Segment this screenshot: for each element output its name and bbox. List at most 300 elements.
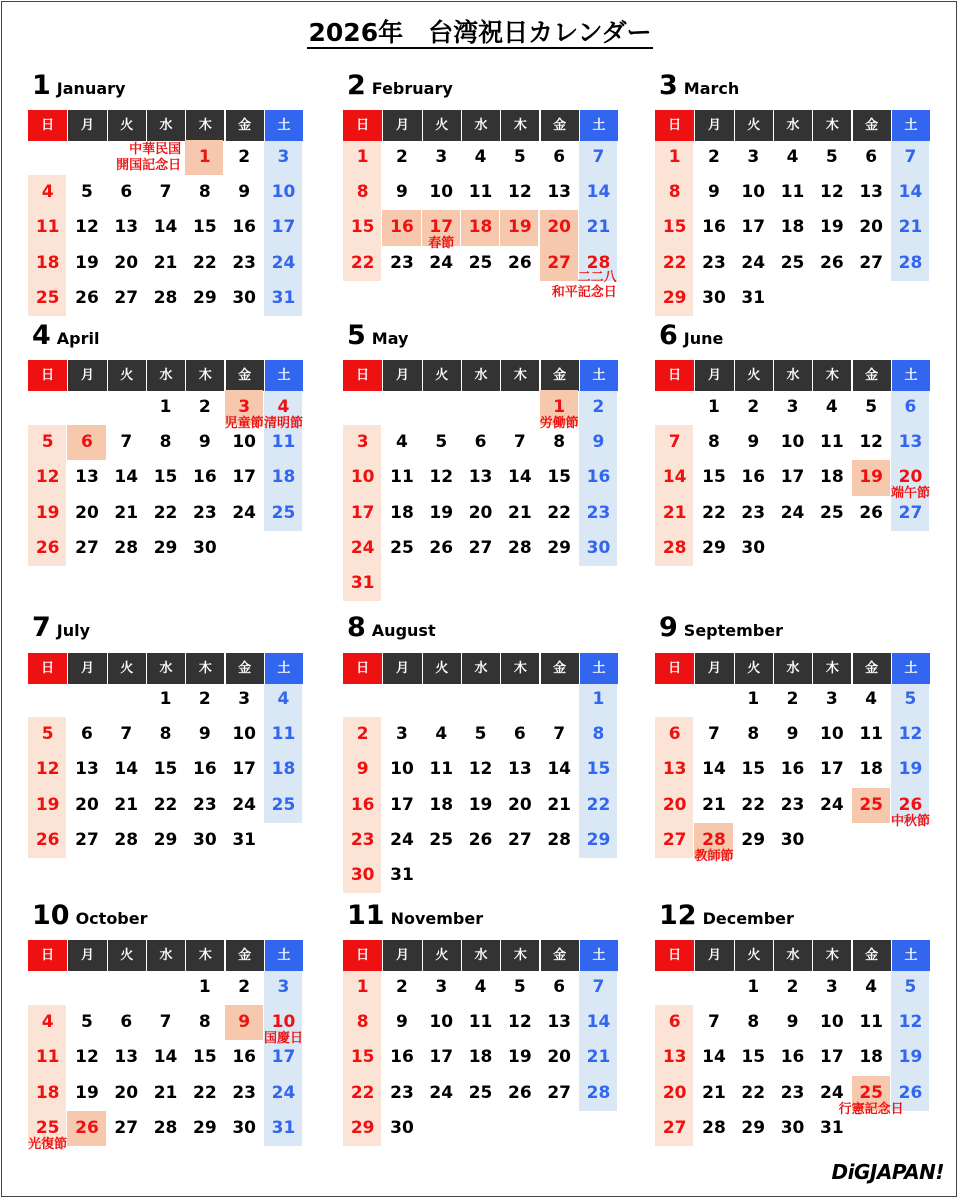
calendar-day[interactable]: 17 [741, 217, 766, 238]
calendar-day[interactable]: 15 [702, 467, 726, 488]
calendar-day[interactable]: 7 [120, 724, 133, 745]
calendar-day[interactable]: 25 [820, 502, 844, 523]
calendar-day[interactable]: 27 [75, 537, 99, 558]
calendar-day[interactable]: 9 [198, 432, 211, 453]
calendar-day[interactable]: 29 [741, 1117, 766, 1138]
calendar-day[interactable]: 21 [586, 217, 611, 238]
calendar-day[interactable]: 8 [198, 182, 211, 203]
calendar-day[interactable]: 3 [435, 147, 448, 167]
calendar-day[interactable]: 11 [859, 1012, 883, 1033]
calendar-day[interactable]: 1 [356, 977, 369, 997]
calendar-day[interactable]: 18 [390, 502, 414, 523]
calendar-day[interactable]: 28 [662, 537, 687, 558]
calendar-day[interactable]: 11 [820, 432, 844, 453]
calendar-day[interactable]: 28 [153, 1117, 178, 1138]
calendar-day[interactable]: 12 [898, 1012, 923, 1033]
calendar-day[interactable]: 9 [356, 759, 369, 780]
calendar-day[interactable]: 29 [153, 537, 178, 558]
calendar-day[interactable]: 2 [786, 977, 799, 997]
calendar-day[interactable]: 20 [898, 467, 923, 488]
calendar-day[interactable]: 21 [153, 252, 178, 273]
calendar-day[interactable]: 31 [232, 829, 256, 850]
calendar-day[interactable]: 25 [429, 829, 454, 850]
calendar-day[interactable]: 15 [586, 759, 611, 780]
calendar-day[interactable]: 16 [232, 217, 256, 238]
calendar-day[interactable]: 13 [75, 467, 99, 488]
calendar-day[interactable]: 27 [547, 1082, 571, 1103]
calendar-day[interactable]: 10 [271, 182, 296, 203]
calendar-day[interactable]: 14 [153, 1047, 178, 1068]
calendar-day[interactable]: 8 [592, 724, 605, 745]
calendar-day[interactable]: 14 [586, 182, 611, 203]
calendar-day[interactable]: 17 [350, 502, 375, 523]
calendar-day[interactable]: 30 [350, 865, 375, 885]
calendar-day[interactable]: 10 [741, 182, 766, 203]
calendar-day[interactable]: 24 [350, 537, 375, 558]
calendar-day[interactable]: 16 [232, 1047, 256, 1068]
calendar-day[interactable]: 6 [553, 977, 566, 997]
calendar-day[interactable]: 19 [429, 502, 454, 523]
calendar-day[interactable]: 29 [586, 829, 611, 850]
calendar-day[interactable]: 24 [271, 1082, 296, 1103]
calendar-day[interactable]: 28 [586, 252, 611, 273]
calendar-day[interactable]: 8 [159, 724, 172, 745]
calendar-day[interactable]: 20 [662, 794, 687, 815]
calendar-day[interactable]: 10 [232, 432, 256, 453]
calendar-day[interactable]: 10 [271, 1012, 296, 1033]
calendar-day[interactable]: 14 [153, 217, 178, 238]
calendar-day[interactable]: 3 [435, 977, 448, 997]
calendar-day[interactable]: 22 [662, 252, 687, 273]
calendar-day[interactable]: 30 [780, 1117, 805, 1138]
calendar-day[interactable]: 11 [429, 759, 454, 780]
calendar-day[interactable]: 12 [75, 217, 99, 238]
calendar-day[interactable]: 12 [820, 182, 844, 203]
calendar-day[interactable]: 7 [159, 182, 172, 203]
calendar-day[interactable]: 19 [35, 794, 60, 815]
calendar-day[interactable]: 12 [468, 759, 493, 780]
calendar-day[interactable]: 10 [429, 1012, 454, 1033]
calendar-day[interactable]: 23 [586, 502, 611, 523]
calendar-day[interactable]: 8 [198, 1012, 211, 1033]
calendar-day[interactable]: 28 [702, 1117, 726, 1138]
calendar-day[interactable]: 18 [859, 1047, 883, 1068]
calendar-day[interactable]: 5 [474, 724, 487, 745]
calendar-day[interactable]: 4 [474, 977, 487, 997]
calendar-day[interactable]: 9 [238, 1012, 251, 1033]
calendar-day[interactable]: 23 [193, 502, 217, 523]
calendar-day[interactable]: 10 [820, 724, 844, 745]
calendar-day[interactable]: 19 [75, 1082, 99, 1103]
calendar-day[interactable]: 25 [35, 287, 60, 308]
calendar-day[interactable]: 24 [820, 794, 844, 815]
calendar-day[interactable]: 25 [780, 252, 805, 273]
calendar-day[interactable]: 21 [508, 502, 532, 523]
calendar-day[interactable]: 5 [904, 689, 917, 709]
calendar-day[interactable]: 18 [35, 1082, 60, 1103]
calendar-day[interactable]: 29 [547, 537, 571, 558]
calendar-day[interactable]: 3 [825, 977, 838, 997]
calendar-day[interactable]: 30 [780, 829, 805, 850]
calendar-day[interactable]: 28 [114, 537, 139, 558]
calendar-day[interactable]: 27 [662, 829, 687, 850]
calendar-day[interactable]: 9 [786, 724, 799, 745]
calendar-day[interactable]: 3 [747, 147, 760, 167]
calendar-day[interactable]: 25 [859, 1082, 883, 1103]
calendar-day[interactable]: 30 [702, 287, 726, 308]
calendar-day[interactable]: 12 [508, 182, 532, 203]
calendar-day[interactable]: 9 [238, 182, 251, 203]
calendar-day[interactable]: 26 [898, 794, 923, 815]
calendar-day[interactable]: 26 [429, 537, 454, 558]
calendar-day[interactable]: 4 [277, 397, 290, 417]
calendar-day[interactable]: 23 [780, 794, 805, 815]
calendar-day[interactable]: 27 [75, 829, 99, 850]
calendar-day[interactable]: 9 [396, 1012, 408, 1033]
calendar-day[interactable]: 8 [159, 432, 172, 453]
calendar-day[interactable]: 1 [198, 147, 211, 167]
calendar-day[interactable]: 7 [708, 724, 720, 745]
calendar-day[interactable]: 21 [586, 1047, 611, 1068]
calendar-day[interactable]: 16 [741, 467, 766, 488]
calendar-day[interactable]: 29 [741, 829, 766, 850]
calendar-day[interactable]: 13 [662, 1047, 687, 1068]
calendar-day[interactable]: 31 [350, 573, 375, 593]
calendar-day[interactable]: 17 [271, 1047, 296, 1068]
calendar-day[interactable]: 31 [820, 1117, 844, 1138]
calendar-day[interactable]: 2 [198, 689, 211, 709]
calendar-day[interactable]: 22 [702, 502, 726, 523]
calendar-day[interactable]: 12 [35, 759, 60, 780]
calendar-day[interactable]: 10 [350, 467, 375, 488]
calendar-day[interactable]: 11 [35, 217, 60, 238]
calendar-day[interactable]: 26 [75, 1117, 99, 1138]
calendar-day[interactable]: 4 [41, 182, 54, 203]
calendar-day[interactable]: 6 [553, 147, 566, 167]
calendar-day[interactable]: 23 [350, 829, 375, 850]
calendar-day[interactable]: 19 [859, 467, 883, 488]
calendar-day[interactable]: 24 [820, 1082, 844, 1103]
calendar-day[interactable]: 13 [898, 432, 923, 453]
calendar-day[interactable]: 6 [668, 1012, 681, 1033]
calendar-day[interactable]: 15 [741, 1047, 766, 1068]
calendar-day[interactable]: 24 [232, 794, 256, 815]
calendar-day[interactable]: 16 [780, 759, 805, 780]
calendar-day[interactable]: 18 [468, 217, 493, 238]
calendar-day[interactable]: 3 [277, 147, 290, 167]
calendar-day[interactable]: 12 [898, 724, 923, 745]
calendar-day[interactable]: 22 [741, 794, 766, 815]
calendar-day[interactable]: 15 [662, 217, 687, 238]
calendar-day[interactable]: 25 [468, 252, 493, 273]
calendar-day[interactable]: 27 [898, 502, 923, 523]
calendar-day[interactable]: 17 [271, 217, 296, 238]
calendar-day[interactable]: 21 [702, 1082, 726, 1103]
calendar-day[interactable]: 5 [865, 397, 878, 417]
calendar-day[interactable]: 2 [356, 724, 369, 745]
calendar-day[interactable]: 25 [271, 502, 296, 523]
calendar-day[interactable]: 18 [35, 252, 60, 273]
calendar-day[interactable]: 27 [547, 252, 571, 273]
calendar-day[interactable]: 4 [435, 724, 448, 745]
calendar-day[interactable]: 8 [553, 432, 566, 453]
calendar-day[interactable]: 1 [668, 147, 681, 167]
calendar-day[interactable]: 5 [41, 432, 54, 453]
calendar-day[interactable]: 3 [396, 724, 408, 745]
calendar-day[interactable]: 24 [232, 502, 256, 523]
calendar-day[interactable]: 24 [429, 1082, 454, 1103]
calendar-day[interactable]: 3 [356, 432, 369, 453]
calendar-day[interactable]: 28 [508, 537, 532, 558]
calendar-day[interactable]: 25 [390, 537, 414, 558]
calendar-day[interactable]: 7 [553, 724, 566, 745]
calendar-day[interactable]: 15 [193, 217, 217, 238]
calendar-day[interactable]: 17 [390, 794, 414, 815]
calendar-day[interactable]: 7 [592, 147, 605, 167]
calendar-day[interactable]: 19 [820, 217, 844, 238]
calendar-day[interactable]: 13 [662, 759, 687, 780]
calendar-day[interactable]: 27 [114, 1117, 139, 1138]
calendar-day[interactable]: 14 [114, 467, 139, 488]
calendar-day[interactable]: 29 [702, 537, 726, 558]
calendar-day[interactable]: 29 [350, 1117, 375, 1138]
calendar-day[interactable]: 16 [193, 759, 217, 780]
calendar-day[interactable]: 19 [468, 794, 493, 815]
calendar-day[interactable]: 10 [429, 182, 454, 203]
calendar-day[interactable]: 2 [396, 977, 408, 997]
calendar-day[interactable]: 17 [232, 467, 256, 488]
calendar-day[interactable]: 22 [350, 1082, 375, 1103]
calendar-day[interactable]: 9 [396, 182, 408, 203]
calendar-day[interactable]: 11 [271, 432, 296, 453]
calendar-day[interactable]: 22 [547, 502, 571, 523]
calendar-day[interactable]: 11 [390, 467, 414, 488]
calendar-day[interactable]: 7 [668, 432, 681, 453]
calendar-day[interactable]: 30 [232, 287, 256, 308]
calendar-day[interactable]: 14 [586, 1012, 611, 1033]
calendar-day[interactable]: 19 [35, 502, 60, 523]
calendar-day[interactable]: 31 [741, 287, 766, 308]
calendar-day[interactable]: 14 [508, 467, 532, 488]
calendar-day[interactable]: 26 [859, 502, 883, 523]
calendar-day[interactable]: 21 [662, 502, 687, 523]
calendar-day[interactable]: 6 [513, 724, 526, 745]
calendar-day[interactable]: 20 [508, 794, 532, 815]
calendar-day[interactable]: 16 [390, 217, 414, 238]
calendar-day[interactable]: 22 [153, 502, 178, 523]
calendar-day[interactable]: 20 [859, 217, 883, 238]
calendar-day[interactable]: 24 [271, 252, 296, 273]
calendar-day[interactable]: 16 [390, 1047, 414, 1068]
calendar-day[interactable]: 6 [81, 724, 93, 745]
calendar-day[interactable]: 15 [193, 1047, 217, 1068]
calendar-day[interactable]: 26 [75, 287, 99, 308]
calendar-day[interactable]: 26 [508, 252, 532, 273]
calendar-day[interactable]: 17 [429, 1047, 454, 1068]
calendar-day[interactable]: 9 [198, 724, 211, 745]
calendar-day[interactable]: 23 [232, 252, 256, 273]
calendar-day[interactable]: 3 [238, 397, 251, 417]
calendar-day[interactable]: 31 [271, 1117, 296, 1138]
calendar-day[interactable]: 11 [468, 1012, 493, 1033]
calendar-day[interactable]: 15 [153, 467, 178, 488]
calendar-day[interactable]: 18 [820, 467, 844, 488]
calendar-day[interactable]: 12 [35, 467, 60, 488]
calendar-day[interactable]: 5 [513, 147, 526, 167]
calendar-day[interactable]: 23 [232, 1082, 256, 1103]
calendar-day[interactable]: 1 [747, 689, 760, 709]
calendar-day[interactable]: 5 [435, 432, 448, 453]
calendar-day[interactable]: 6 [904, 397, 917, 417]
calendar-day[interactable]: 11 [780, 182, 805, 203]
calendar-day[interactable]: 4 [396, 432, 408, 453]
calendar-day[interactable]: 13 [114, 217, 139, 238]
calendar-day[interactable]: 8 [747, 724, 760, 745]
calendar-day[interactable]: 2 [747, 397, 760, 417]
calendar-day[interactable]: 13 [859, 182, 883, 203]
calendar-day[interactable]: 26 [35, 537, 60, 558]
calendar-day[interactable]: 14 [702, 759, 726, 780]
calendar-day[interactable]: 27 [114, 287, 139, 308]
calendar-day[interactable]: 20 [75, 794, 99, 815]
calendar-day[interactable]: 19 [75, 252, 99, 273]
calendar-day[interactable]: 18 [780, 217, 805, 238]
calendar-day[interactable]: 22 [193, 1082, 217, 1103]
calendar-day[interactable]: 5 [41, 724, 54, 745]
calendar-day[interactable]: 9 [592, 432, 605, 453]
calendar-day[interactable]: 31 [271, 287, 296, 308]
calendar-day[interactable]: 26 [898, 1082, 923, 1103]
calendar-day[interactable]: 20 [114, 1082, 139, 1103]
calendar-day[interactable]: 4 [786, 147, 799, 167]
calendar-day[interactable]: 4 [865, 689, 878, 709]
calendar-day[interactable]: 20 [468, 502, 493, 523]
calendar-day[interactable]: 2 [198, 397, 211, 417]
calendar-day[interactable]: 23 [702, 252, 726, 273]
calendar-day[interactable]: 8 [356, 1012, 369, 1033]
calendar-day[interactable]: 20 [114, 252, 139, 273]
calendar-day[interactable]: 4 [474, 147, 487, 167]
calendar-day[interactable]: 13 [547, 1012, 571, 1033]
calendar-day[interactable]: 16 [780, 1047, 805, 1068]
calendar-day[interactable]: 8 [668, 182, 681, 203]
calendar-day[interactable]: 16 [193, 467, 217, 488]
calendar-day[interactable]: 12 [508, 1012, 532, 1033]
calendar-day[interactable]: 10 [820, 1012, 844, 1033]
calendar-day[interactable]: 21 [114, 502, 139, 523]
calendar-day[interactable]: 16 [702, 217, 726, 238]
calendar-day[interactable]: 26 [508, 1082, 532, 1103]
calendar-day[interactable]: 28 [547, 829, 571, 850]
calendar-day[interactable]: 7 [159, 1012, 172, 1033]
calendar-day[interactable]: 1 [198, 977, 211, 997]
calendar-day[interactable]: 21 [702, 794, 726, 815]
calendar-day[interactable]: 2 [238, 147, 251, 167]
calendar-day[interactable]: 17 [429, 217, 454, 238]
calendar-day[interactable]: 23 [780, 1082, 805, 1103]
calendar-day[interactable]: 30 [232, 1117, 256, 1138]
calendar-day[interactable]: 26 [468, 829, 493, 850]
calendar-day[interactable]: 15 [741, 759, 766, 780]
calendar-day[interactable]: 10 [390, 759, 414, 780]
calendar-day[interactable]: 3 [825, 689, 838, 709]
calendar-day[interactable]: 30 [741, 537, 766, 558]
calendar-day[interactable]: 19 [898, 1047, 923, 1068]
calendar-day[interactable]: 28 [586, 1082, 611, 1103]
calendar-day[interactable]: 21 [153, 1082, 178, 1103]
calendar-day[interactable]: 25 [271, 794, 296, 815]
calendar-day[interactable]: 5 [513, 977, 526, 997]
calendar-day[interactable]: 21 [547, 794, 571, 815]
calendar-day[interactable]: 4 [865, 977, 878, 997]
calendar-day[interactable]: 25 [35, 1117, 60, 1138]
calendar-day[interactable]: 11 [35, 1047, 60, 1068]
calendar-day[interactable]: 15 [350, 1047, 375, 1068]
calendar-day[interactable]: 18 [859, 759, 883, 780]
calendar-day[interactable]: 7 [592, 977, 605, 997]
calendar-day[interactable]: 14 [662, 467, 687, 488]
calendar-day[interactable]: 8 [356, 182, 369, 203]
calendar-day[interactable]: 7 [513, 432, 526, 453]
calendar-day[interactable]: 20 [662, 1082, 687, 1103]
calendar-day[interactable]: 2 [238, 977, 251, 997]
calendar-day[interactable]: 15 [547, 467, 571, 488]
calendar-day[interactable]: 29 [153, 829, 178, 850]
calendar-day[interactable]: 20 [75, 502, 99, 523]
calendar-day[interactable]: 1 [553, 397, 566, 417]
calendar-day[interactable]: 27 [662, 1117, 687, 1138]
calendar-day[interactable]: 17 [820, 1047, 844, 1068]
calendar-day[interactable]: 6 [474, 432, 487, 453]
calendar-day[interactable]: 3 [786, 397, 799, 417]
calendar-day[interactable]: 9 [786, 1012, 799, 1033]
calendar-day[interactable]: 27 [468, 537, 493, 558]
calendar-day[interactable]: 18 [429, 794, 454, 815]
calendar-day[interactable]: 24 [780, 502, 805, 523]
calendar-day[interactable]: 24 [429, 252, 454, 273]
calendar-day[interactable]: 31 [390, 865, 414, 885]
calendar-day[interactable]: 30 [193, 537, 217, 558]
calendar-day[interactable]: 25 [859, 794, 883, 815]
calendar-day[interactable]: 4 [41, 1012, 54, 1033]
calendar-day[interactable]: 1 [159, 397, 172, 417]
calendar-day[interactable]: 19 [508, 217, 532, 238]
calendar-day[interactable]: 13 [508, 759, 532, 780]
calendar-day[interactable]: 29 [193, 1117, 217, 1138]
calendar-day[interactable]: 8 [708, 432, 720, 453]
calendar-day[interactable]: 19 [898, 759, 923, 780]
calendar-day[interactable]: 28 [702, 829, 726, 850]
calendar-day[interactable]: 30 [390, 1117, 414, 1138]
calendar-day[interactable]: 20 [547, 217, 571, 238]
calendar-day[interactable]: 14 [898, 182, 923, 203]
calendar-day[interactable]: 18 [271, 467, 296, 488]
calendar-day[interactable]: 3 [238, 689, 251, 709]
calendar-day[interactable]: 13 [468, 467, 493, 488]
calendar-day[interactable]: 10 [780, 432, 805, 453]
calendar-day[interactable]: 25 [468, 1082, 493, 1103]
calendar-day[interactable]: 2 [592, 397, 605, 417]
calendar-day[interactable]: 21 [898, 217, 923, 238]
calendar-day[interactable]: 1 [159, 689, 172, 709]
calendar-day[interactable]: 23 [193, 794, 217, 815]
calendar-day[interactable]: 23 [390, 252, 414, 273]
calendar-day[interactable]: 17 [232, 759, 256, 780]
calendar-day[interactable]: 20 [547, 1047, 571, 1068]
calendar-day[interactable]: 5 [825, 147, 838, 167]
calendar-day[interactable]: 7 [904, 147, 917, 167]
calendar-day[interactable]: 1 [356, 147, 369, 167]
